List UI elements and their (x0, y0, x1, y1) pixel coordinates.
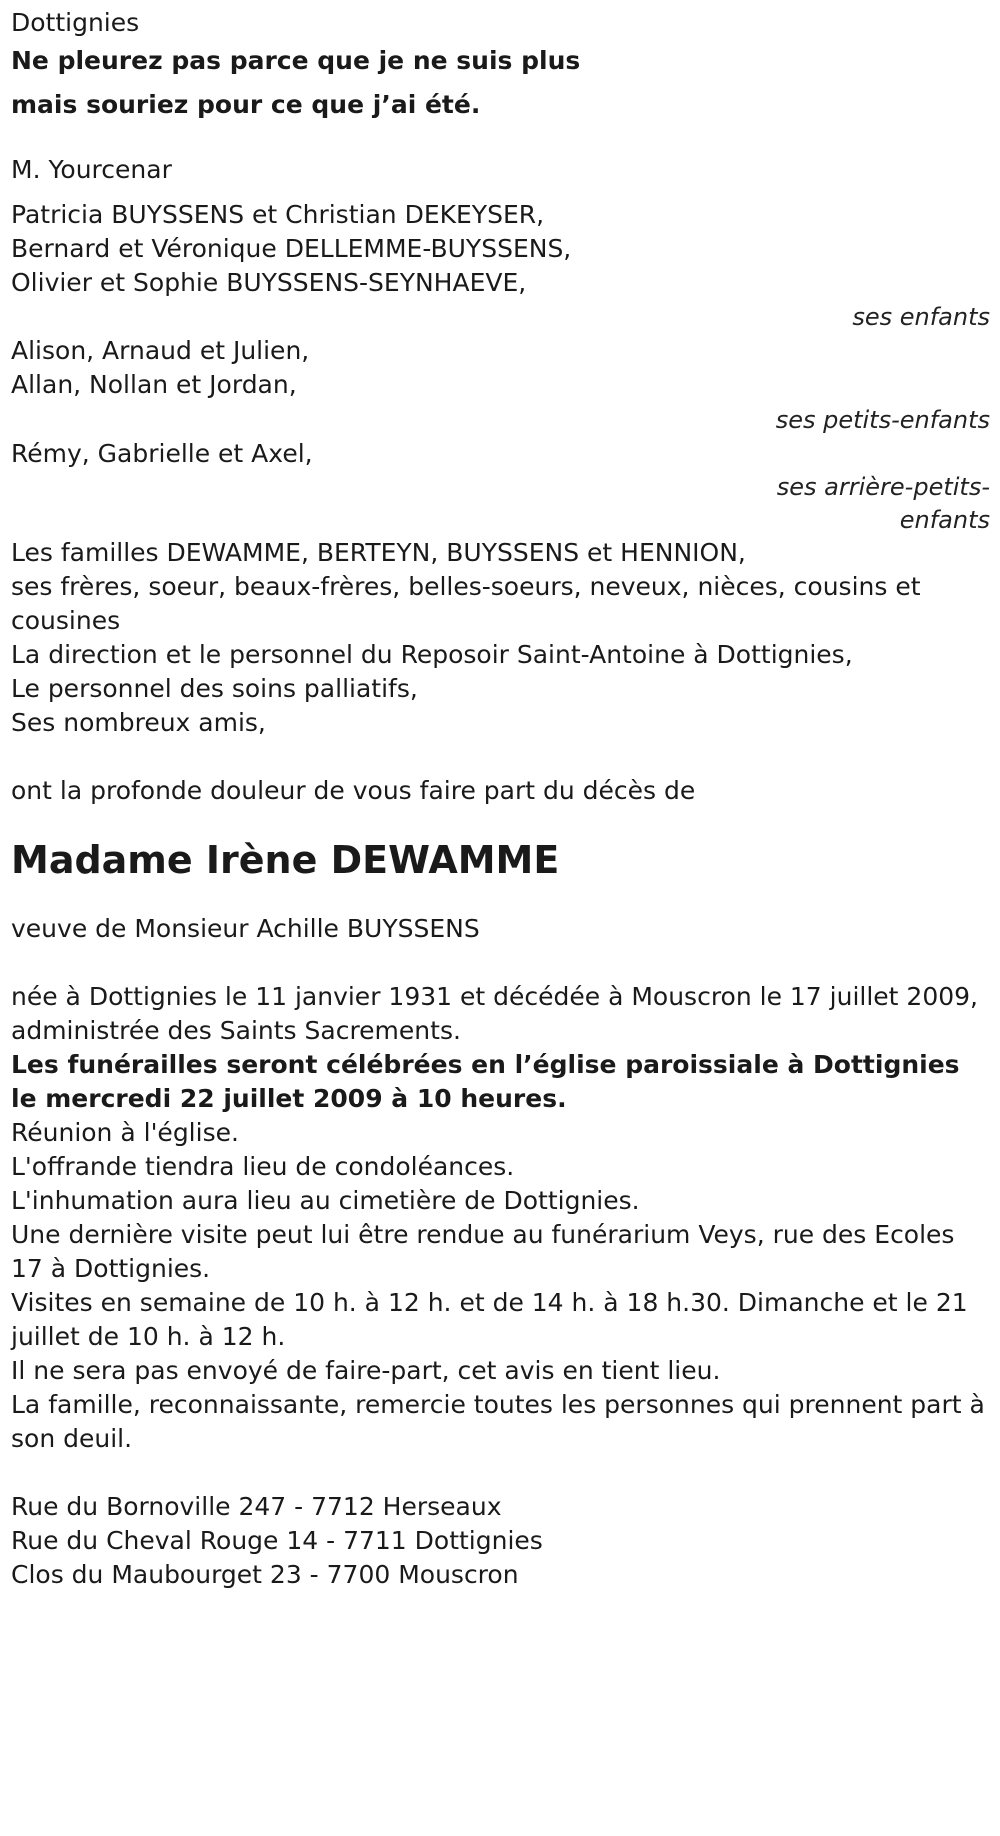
address-line: Rue du Bornoville 247 - 7712 Herseaux (11, 1492, 502, 1521)
great-grandchild-name: Rémy, Gabrielle et Axel, (11, 439, 313, 468)
deceased-name: Madame Irène DEWAMME (11, 838, 560, 882)
relation-children: ses enfants (852, 303, 990, 331)
grandchild-name: Alison, Arnaud et Julien, (11, 336, 310, 365)
detail-line: La famille, reconnaissante, remercie toutes les personnes qui prennent part à son deuil. (11, 1390, 985, 1453)
others-group (11, 536, 990, 740)
child-name: Olivier et Sophie BUYSSENS-SEYNHAEVE, (11, 268, 527, 297)
grandchildren-group (11, 334, 990, 438)
child-name: Patricia BUYSSENS et Christian DEKEYSER, (11, 200, 545, 229)
others-line: La direction et le personnel du Reposoir Saint-Antoine à Dottignies, (11, 640, 853, 669)
relation-grandchildren: ses petits-enfants (775, 406, 990, 434)
detail-line: Réunion à l'église. (11, 1118, 239, 1147)
others-line: Les familles DEWAMME, BERTEYN, BUYSSENS et HENNION, (11, 538, 746, 567)
others-line: Ses nombreux amis, (11, 708, 266, 737)
relation-great-grandchildren-2: enfants (899, 506, 990, 534)
details-group (11, 1116, 990, 1456)
address-line: Rue du Cheval Rouge 14 - 7711 Dottignies (11, 1526, 543, 1555)
great-grandchildren-group (11, 438, 990, 536)
grandchild-name: Allan, Nollan et Jordan, (11, 370, 297, 399)
quote-line-2: mais souriez pour ce que j’ai été. (11, 90, 481, 119)
detail-line: Une dernière visite peut lui être rendue au funérarium Veys, rue des Ecoles 17 à Dottignies. (11, 1220, 955, 1283)
quote-author: M. Yourcenar (11, 155, 172, 184)
widow-of: veuve de Monsieur Achille BUYSSENS (11, 914, 480, 943)
detail-line: L'offrande tiendra lieu de condoléances. (11, 1152, 515, 1181)
announcement: ont la profonde douleur de vous faire part du décès de (11, 776, 696, 805)
addresses-group (11, 1490, 990, 1592)
others-line: Le personnel des soins palliatifs, (11, 674, 418, 703)
address-line: Clos du Maubourget 23 - 7700 Mouscron (11, 1560, 519, 1589)
detail-line: Il ne sera pas envoyé de faire-part, cet avis en tient lieu. (11, 1356, 721, 1385)
detail-line: L'inhumation aura lieu au cimetière de Dottignies. (11, 1186, 640, 1215)
relation-great-grandchildren-1: ses arrière-petits- (776, 473, 990, 501)
detail-line: Visites en semaine de 10 h. à 12 h. et de 14 h. à 18 h.30. Dimanche et le 21 juillet de 10 h. à 12 h. (11, 1288, 968, 1351)
funeral-info: Les funérailles seront célébrées en l’église paroissiale à Dottignies le mercredi 22 juillet 2009 à 10 heures. (11, 1050, 960, 1113)
location-header: Dottignies (11, 8, 140, 37)
birth-death: née à Dottignies le 11 janvier 1931 et décédée à Mouscron le 17 juillet 2009, administrée des Saints Sacrements. (11, 982, 978, 1045)
others-line: ses frères, soeur, beaux-frères, belles-soeurs, neveux, nièces, cousins et cousines (11, 572, 921, 635)
quote-line-1: Ne pleurez pas parce que je ne suis plus (11, 46, 581, 75)
children-group (11, 198, 990, 334)
child-name: Bernard et Véronique DELLEMME-BUYSSENS, (11, 234, 572, 263)
